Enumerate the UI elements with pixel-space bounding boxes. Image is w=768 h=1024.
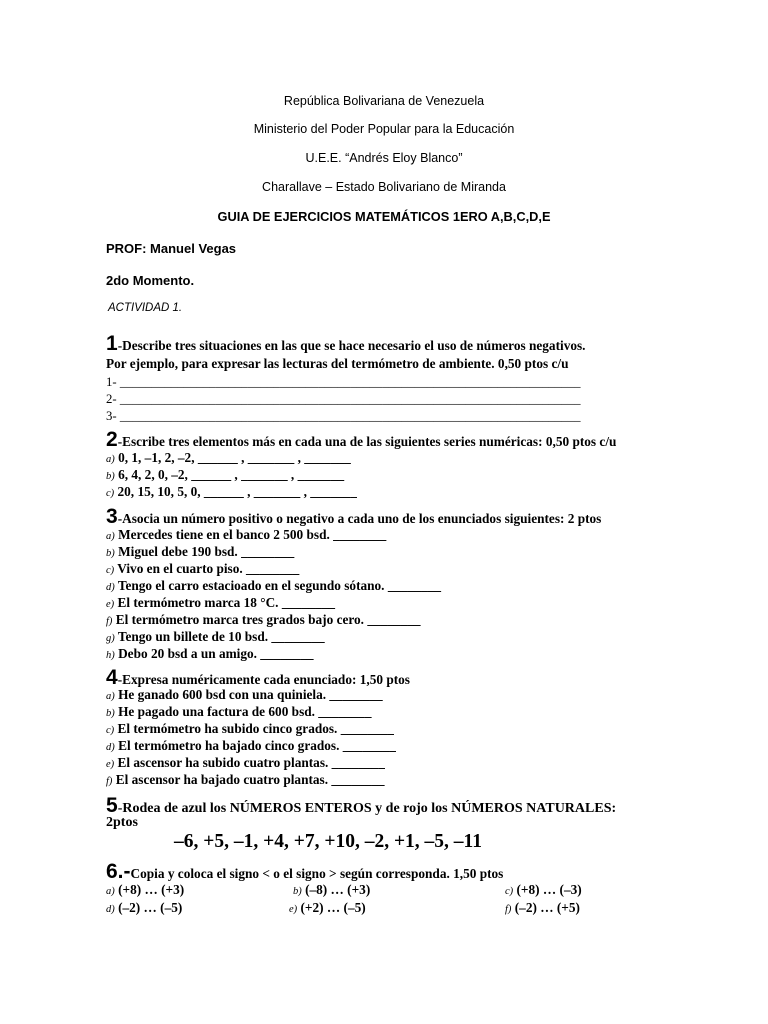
item-text: 0, 1, –1, 2, –2, ______ , _______ , _______: [114, 450, 351, 465]
item-letter: a): [106, 454, 115, 465]
q3-item-e: [106, 595, 335, 613]
q1-text: -Describe tres situaciones en las que se hace necesario el uso de números negativos.: [117, 338, 586, 353]
q4-number: 4: [106, 666, 118, 689]
header-republic: República Bolivariana de Venezuela: [283, 94, 485, 108]
q2-heading: [106, 430, 616, 450]
q5-number-sequence: –6, +5, –1, +4, +7, +10, –2, +1, –5, –11: [174, 831, 482, 852]
item-text: El termómetro marca 18 °C. ________: [114, 595, 336, 610]
q1-answer-2: 2- ________________________________________________________________________: [106, 392, 581, 406]
q4-item-f: [106, 772, 385, 790]
item-letter: a): [106, 531, 115, 542]
item-text: Tengo un billete de 10 bsd. ________: [114, 629, 325, 644]
item-letter: b): [106, 471, 115, 482]
item-letter: c): [106, 488, 115, 499]
item-letter: f): [505, 904, 512, 915]
q1-number: 1: [106, 332, 118, 355]
q5-heading: [106, 796, 616, 817]
q3-item-h: [106, 646, 314, 664]
item-text: (–8) … (+3): [301, 882, 371, 897]
item-letter: b): [106, 548, 115, 559]
activity-label: ACTIVIDAD 1.: [108, 302, 183, 314]
item-text: El ascensor ha subido cuatro plantas. ________: [114, 755, 385, 770]
q2-item-a: [106, 450, 351, 468]
q4-item-a: [106, 687, 383, 705]
item-letter: f): [106, 776, 113, 787]
q5-points: 2ptos: [106, 815, 138, 830]
q3-text: -Asocia un número positivo o negativo a cada uno de los enunciados siguientes: 2 ptos: [117, 511, 602, 526]
q5-text: -Rodea de azul los NÚMEROS ENTEROS y de rojo los NÚMEROS NATURALES:: [117, 801, 617, 816]
item-letter: e): [106, 759, 115, 770]
item-text: Debo 20 bsd a un amigo. ________: [114, 646, 314, 661]
q3-item-a: [106, 527, 386, 545]
q2-item-b: [106, 467, 344, 485]
item-letter: d): [106, 904, 115, 915]
item-letter: b): [106, 708, 115, 719]
q1-answer-1: 1- ________________________________________________________________________: [106, 375, 581, 389]
item-letter: b): [293, 886, 302, 897]
item-letter: e): [289, 904, 298, 915]
moment-label: 2do Momento.: [106, 273, 195, 288]
item-text: 20, 15, 10, 5, 0, ______ , _______ , _______: [114, 484, 357, 499]
item-letter: d): [106, 742, 115, 753]
item-letter: a): [106, 886, 115, 897]
q6-item-a: [106, 882, 184, 900]
q6-item-e: [289, 900, 366, 918]
q6-item-f: [505, 900, 580, 918]
q6-item-d: [106, 900, 182, 918]
q4-text: -Expresa numéricamente cada enunciado: 1,50 ptos: [117, 672, 410, 687]
item-text: El termómetro ha bajado cinco grados. ________: [114, 738, 396, 753]
q2-item-c: [106, 484, 357, 502]
item-text: Miguel debe 190 bsd. ________: [114, 544, 295, 559]
item-text: 6, 4, 2, 0, –2, ______ , _______ , _______: [114, 467, 345, 482]
item-letter: c): [106, 565, 115, 576]
q4-item-b: [106, 704, 371, 722]
q1-heading: [106, 334, 586, 354]
q3-item-c: [106, 561, 299, 579]
item-text: (+8) … (–3): [513, 882, 582, 897]
item-text: (–2) … (+5): [511, 900, 580, 915]
q2-number: 2: [106, 428, 118, 451]
q4-heading: [106, 668, 410, 688]
item-text: (–2) … (–5): [114, 900, 183, 915]
q6-text: Copia y coloca el signo < o el signo > según corresponda. 1,50 ptos: [130, 866, 504, 881]
item-letter: c): [505, 886, 514, 897]
item-text: El termómetro ha subido cinco grados. ________: [114, 721, 394, 736]
item-text: Mercedes tiene en el banco 2 500 bsd. ________: [114, 527, 387, 542]
item-letter: c): [106, 725, 115, 736]
header-ministry: Ministerio del Poder Popular para la Educación: [253, 122, 515, 136]
q1-text-line2: Por ejemplo, para expresar las lecturas del termómetro de ambiente. 0,50 ptos c/u: [106, 356, 569, 371]
q3-item-g: [106, 629, 325, 647]
q6-item-c: [505, 882, 582, 900]
q3-item-b: [106, 544, 294, 562]
teacher-name: PROF: Manuel Vegas: [106, 241, 237, 256]
item-letter: e): [106, 599, 115, 610]
item-text: Vivo en el cuarto piso. ________: [114, 561, 300, 576]
q4-item-d: [106, 738, 396, 756]
item-text: (+8) … (+3): [114, 882, 185, 897]
item-letter: g): [106, 633, 115, 644]
item-text: He ganado 600 bsd con una quiniela. ________: [114, 687, 383, 702]
item-letter: f): [106, 616, 113, 627]
q3-item-d: [106, 578, 441, 596]
q3-number: 3: [106, 505, 118, 528]
q6-item-b: [293, 882, 370, 900]
item-text: (+2) … (–5): [297, 900, 366, 915]
item-text: El ascensor ha bajado cuatro plantas. ________: [112, 772, 385, 787]
item-letter: a): [106, 691, 115, 702]
q4-item-e: [106, 755, 385, 773]
item-text: He pagado una factura de 600 bsd. ________: [114, 704, 372, 719]
item-letter: d): [106, 582, 115, 593]
q2-text: -Escribe tres elementos más en cada una de las siguientes series numéricas: 0,50 ptos c/u: [117, 434, 617, 449]
q6-heading: [106, 862, 503, 882]
header-location: Charallave – Estado Bolivariano de Miranda: [262, 180, 506, 194]
q1-answer-3: 3- ________________________________________________________________________: [106, 409, 581, 423]
q5-number: 5: [106, 794, 118, 817]
header-school: U.E.E. “Andrés Eloy Blanco”: [305, 151, 463, 165]
q6-number: 6.-: [106, 860, 131, 883]
item-text: El termómetro marca tres grados bajo cero. ________: [112, 612, 421, 627]
q3-item-f: [106, 612, 421, 630]
q4-item-c: [106, 721, 394, 739]
document-title: GUIA DE EJERCICIOS MATEMÁTICOS 1ERO A,B,C,D,E: [217, 209, 551, 224]
q3-heading: [106, 507, 601, 527]
item-letter: h): [106, 650, 115, 661]
item-text: Tengo el carro estacioado en el segundo sótano. ________: [114, 578, 442, 593]
